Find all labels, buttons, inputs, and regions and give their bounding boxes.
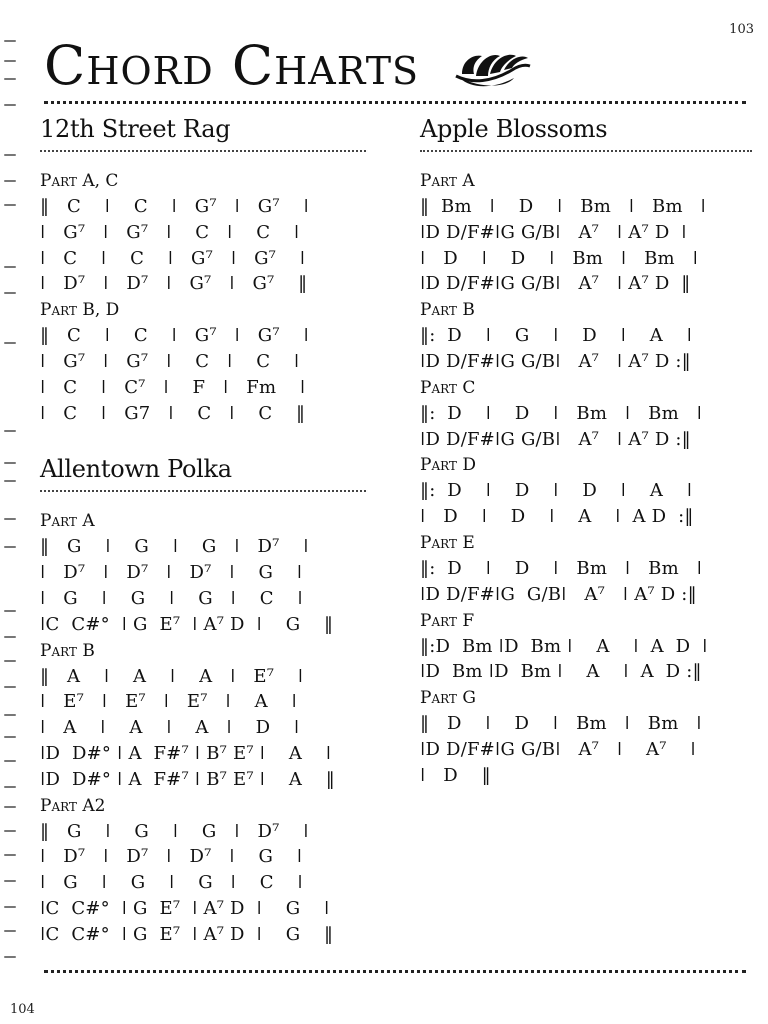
chord-row: ‖:D Bm ǀD Bm ǀ A ǀ A D ǀ [420,635,708,657]
page-header [44,36,744,96]
page-number-bottom: 104 [10,1002,35,1017]
left-column [40,112,366,974]
chord-row: ‖ A ǀ A ǀ A ǀ E⁷ ǀ [40,665,304,687]
chord-row: ǀD D/F#ǀG G/Bǀ A⁷ ǀ A⁷ D :‖ [420,583,697,605]
part-label: Part B [40,640,95,661]
chord-row: ‖ Bm ǀ D ǀ Bm ǀ Bm ǀ [420,196,706,217]
chord-row: ǀ C ǀ C ǀ G⁷ ǀ G⁷ ǀ [40,247,306,269]
part-label: Part A [40,511,95,532]
chord-row: ‖: D ǀ D ǀ D ǀ A ǀ [420,480,693,502]
footer-dotted-rule [44,970,746,973]
chord-row: ǀD D/F#ǀG G/Bǀ A⁷ ǀ A⁷ D ‖ [420,273,691,295]
chord-row: ǀ D ǀ D ǀ A ǀ A D :‖ [420,506,694,528]
chord-row: ‖: D ǀ D ǀ Bm ǀ Bm ǀ [420,557,703,579]
chord-row: ‖ D ǀ D ǀ Bm ǀ Bm ǀ [420,713,702,735]
part-label: Part C [420,377,476,398]
part-label: Part G [420,688,476,709]
part-label: Part B [420,300,475,321]
part-b-d [40,297,366,426]
chord-row: ǀ C ǀ G7 ǀ C ǀ C ‖ [40,402,306,424]
page-title: Chord Charts [44,34,420,97]
chord-row: ‖: D ǀ D ǀ Bm ǀ Bm ǀ [420,402,703,424]
song-allentown-polka [40,452,366,947]
chord-row: ǀ G ǀ G ǀ G ǀ C ǀ [40,587,303,609]
chord-row: ǀD D/F#ǀG G/Bǀ A⁷ ǀ A⁷ ǀ [420,738,696,760]
chord-row: ǀD D#° ǀ A F#⁷ ǀ B⁷ E⁷ ǀ A ǀ [40,742,332,764]
chord-row: ǀC C#° ǀ G E⁷ ǀ A⁷ D ǀ G ‖ [40,923,334,945]
chord-row: ǀD Bm ǀD Bm ǀ A ǀ A D :‖ [420,661,702,683]
part-a [40,508,366,637]
chord-row: ǀD D#° ǀ A F#⁷ ǀ B⁷ E⁷ ǀ A ‖ [40,768,335,790]
chord-row: ǀC C#° ǀ G E⁷ ǀ A⁷ D ǀ G ǀ [40,897,330,919]
song-dotted-rule [40,150,366,152]
flourish-ornament-icon [452,46,532,90]
chord-row: ǀD D/F#ǀG G/Bǀ A⁷ ǀ A⁷ D :‖ [420,350,691,372]
chord-row: ǀ D⁷ ǀ D⁷ ǀ D⁷ ǀ G ǀ [40,846,303,868]
song-dotted-rule [420,150,752,152]
chord-row: ‖ C ǀ C ǀ G⁷ ǀ G⁷ ǀ [40,196,309,217]
chord-row: ‖ G ǀ G ǀ G ǀ D⁷ ǀ [40,536,309,558]
song-title: Allentown Polka [40,455,232,484]
part-b [40,638,366,793]
part-a-c [40,168,366,297]
binding-edge-marks [4,30,22,980]
part-label: Part A, C [40,171,119,191]
chord-row: ǀ A ǀ A ǀ A ǀ D ǀ [40,717,300,739]
header-dotted-rule [44,101,746,104]
chord-row: ǀ D⁷ ǀ D⁷ ǀ D⁷ ǀ G ǀ [40,562,303,584]
chord-row: ǀ C ǀ C⁷ ǀ F ǀ Fm ǀ [40,376,306,398]
part-g [420,685,752,788]
part-a [420,168,752,297]
chord-row: ǀ G⁷ ǀ G⁷ ǀ C ǀ C ǀ [40,221,300,243]
chord-row: ǀ D⁷ ǀ D⁷ ǀ G⁷ ǀ G⁷ ‖ [40,273,308,295]
part-label: Part E [420,532,475,553]
part-c [420,375,752,453]
song-title: Apple Blossoms [420,115,608,143]
part-a2 [40,793,366,948]
song-apple-blossoms [420,112,752,789]
song-title: 12th Street Rag [40,115,231,143]
chord-row: ‖ C ǀ C ǀ G⁷ ǀ G⁷ ǀ [40,325,309,347]
song-dotted-rule [40,490,366,492]
right-column [420,112,752,815]
part-label: Part B, D [40,300,120,321]
chord-row: ǀ G ǀ G ǀ G ǀ C ǀ [40,872,303,894]
chord-row: ǀD D/F#ǀG G/Bǀ A⁷ ǀ A⁷ D :‖ [420,428,691,450]
chord-row: ǀ D ǀ D ǀ Bm ǀ Bm ǀ [420,247,699,269]
part-label: Part A2 [40,795,106,816]
chord-row: ǀ G⁷ ǀ G⁷ ǀ C ǀ C ǀ [40,350,300,372]
part-e [420,530,752,608]
song-12th-street-rag [40,112,366,426]
chord-row: ǀD D/F#ǀG G/Bǀ A⁷ ǀ A⁷ D ǀ [420,221,687,243]
chord-row: ǀ D ‖ [420,764,491,786]
page-number-top: 103 [729,22,754,37]
chord-row: ǀC C#° ǀ G E⁷ ǀ A⁷ D ǀ G ‖ [40,613,334,635]
part-d [420,452,752,530]
part-f [420,608,752,686]
part-label: Part D [420,455,476,476]
part-label: Part F [420,610,475,631]
chord-row: ǀ E⁷ ǀ E⁷ ǀ E⁷ ǀ A ǀ [40,691,297,713]
chord-row: ‖ G ǀ G ǀ G ǀ D⁷ ǀ [40,820,309,842]
chord-row: ‖: D ǀ G ǀ D ǀ A ǀ [420,325,693,347]
part-b [420,297,752,375]
part-label: Part A [420,171,475,191]
